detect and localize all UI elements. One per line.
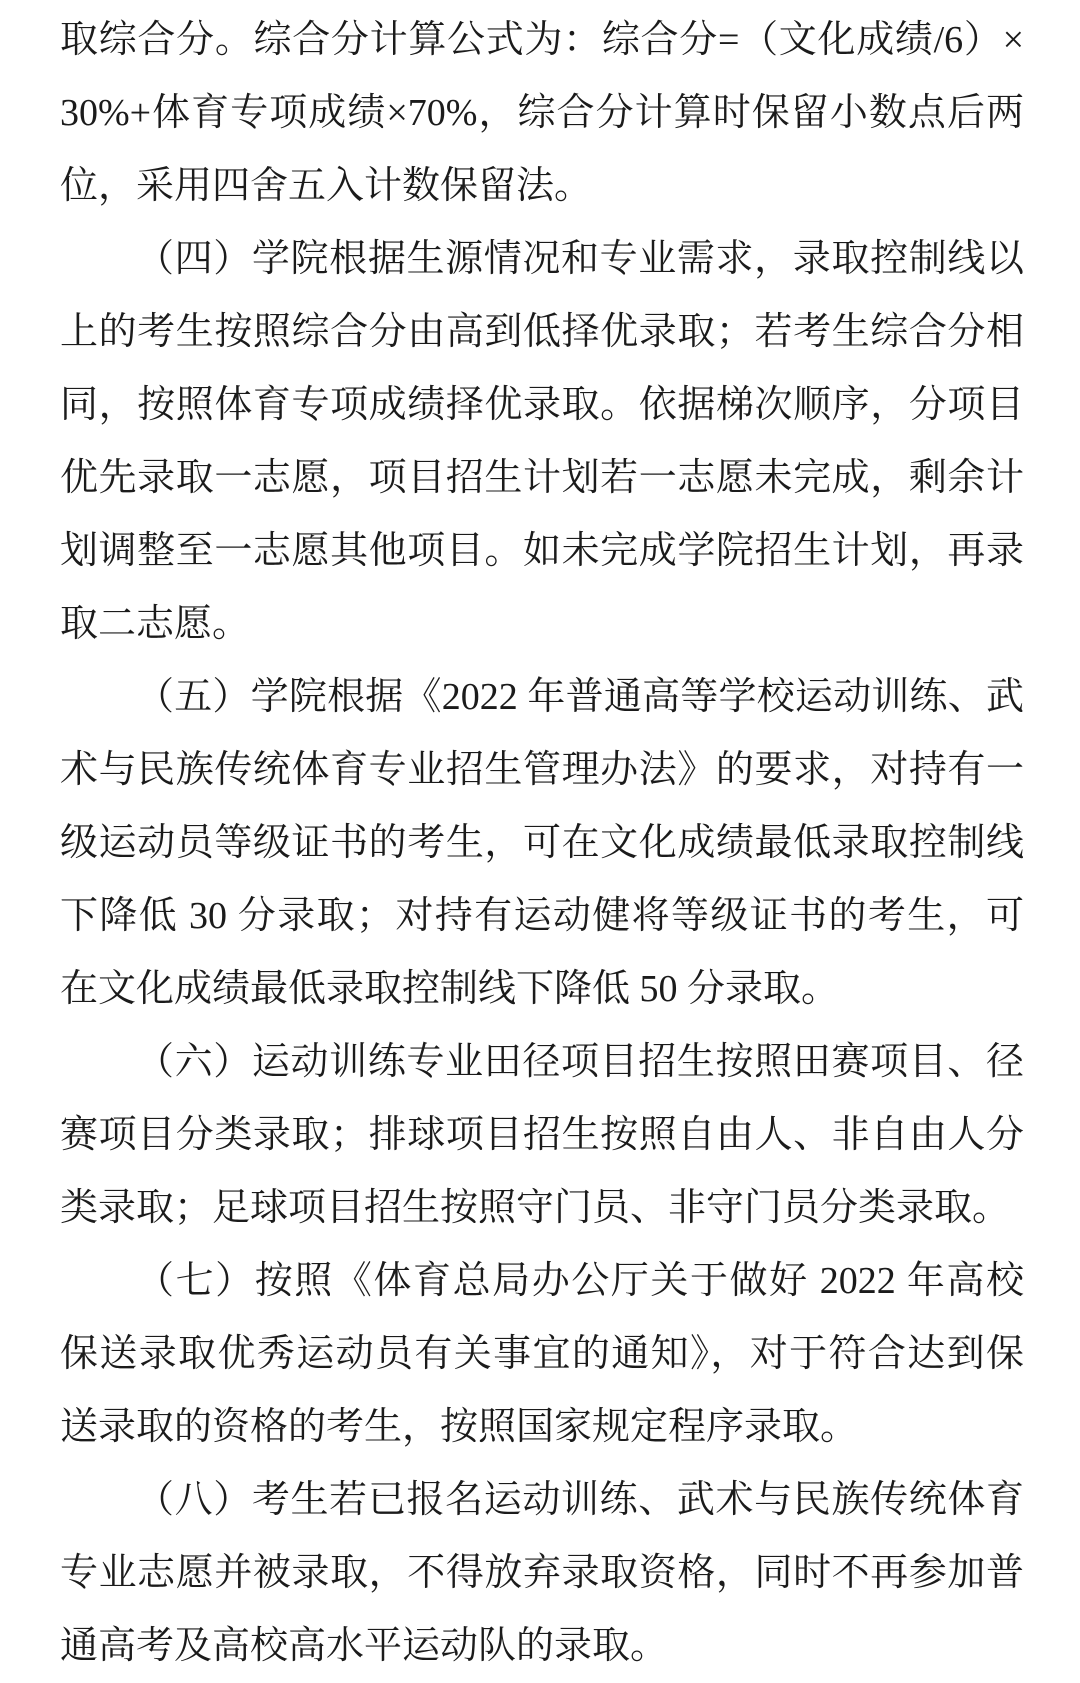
paragraph-item-5: （五）学院根据《2022 年普通高等学校运动训练、武术与民族传统体育专业招生管理办法》的要求，对持有一级运动员等级证书的考生，可在文化成绩最低录取控制线下降低 30 分录取；对持有运动健将等级证书的考生，可在文化成绩最低录取控制线下降低 50 分录取。 xyxy=(60,676,1024,1010)
paragraph-item-7: （七）按照《体育总局办公厅关于做好 2022 年高校保送录取优秀运动员有关事宜的通知》，对于符合达到保送录取的资格的考生，按照国家规定程序录取。 xyxy=(60,1260,1024,1448)
paragraph-continuation: 取综合分。综合分计算公式为：综合分=（文化成绩/6）×30%+体育专项成绩×70%，综合分计算时保留小数点后两位，采用四舍五入计数保留法。 xyxy=(60,19,1024,207)
paragraph-item-4: （四）学院根据生源情况和专业需求，录取控制线以上的考生按照综合分由高到低择优录取；若考生综合分相同，按照体育专项成绩择优录取。依据梯次顺序，分项目优先录取一志愿，项目招生计划若一志愿未完成，剩余计划调整至一志愿其他项目。如未完成学院招生计划，再录取二志愿。 xyxy=(60,238,1024,645)
paragraph-item-8: （八）考生若已报名运动训练、武术与民族传统体育专业志愿并被录取，不得放弃录取资格，同时不再参加普通高考及高校高水平运动队的录取。 xyxy=(60,1479,1024,1667)
paragraph-item-6: （六）运动训练专业田径项目招生按照田赛项目、径赛项目分类录取；排球项目招生按照自由人、非自由人分类录取；足球项目招生按照守门员、非守门员分类录取。 xyxy=(60,1041,1024,1229)
